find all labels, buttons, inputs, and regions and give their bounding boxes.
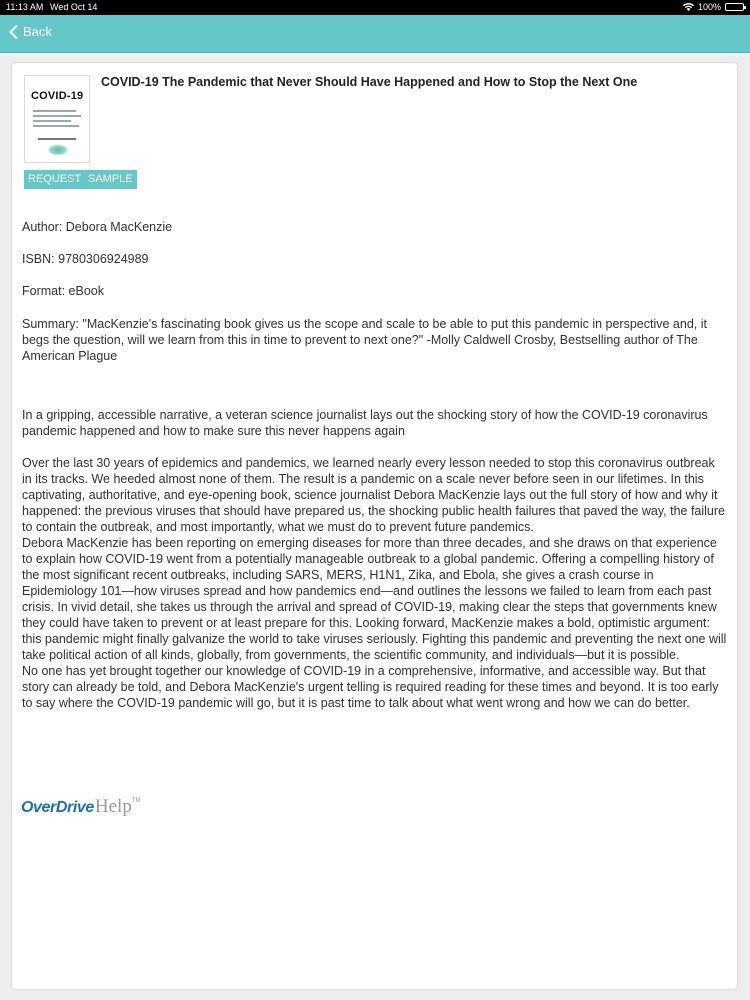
book-isbn: ISBN: 9780306924989 — [22, 252, 149, 266]
request-button[interactable]: REQUEST — [24, 170, 85, 189]
book-format: Format: eBook — [22, 284, 104, 298]
description-paragraph: No one has yet brought together our knowledge of COVID-19 in a comprehensive, informative, and accessible way. But that story can already be told, and Debora MacKenzie's urgent telling is required reading for these times and beyond. It is too early to say where the COVID-19 pandemic will go, but it is past time to talk about what went wrong and how we can do better. — [22, 664, 719, 710]
status-date: Wed Oct 14 — [50, 2, 98, 12]
back-label: Back — [23, 24, 52, 39]
description-paragraph: Debora MacKenzie has been reporting on emerging diseases for more than three decades, and she draws on that experience to explain how COVID-19 went from a potentially manageable outbreak to a global pandemic. Offering a compelling history of the most significant recent outbreaks, including SARS, MERS, H1N1, Zika, and Ebola, she gives a crash course in Epidemiology 101—how viruses spread and how pandemics end—and outlines the lessons we failed to learn from each past crisis. In vivid detail, she takes us through the arrival and spread of COVID-19, making clear the steps that governments knew they could have taken to prevent or at least prepare for this. Looking forward, MacKenzie makes a bold, optimistic argument: this pandemic might finally galvanize the world to take viruses seriously. Fighting this pandemic and preventing the next one will take political action of all kinds, globally, from governments, the scientific community, and individuals—but it is possible. — [22, 536, 727, 662]
book-title: COVID-19 The Pandemic that Never Should Have Happened and How to Stop the Next One — [101, 75, 638, 89]
status-time: 11:13 AM — [6, 2, 44, 12]
status-bar — [0, 0, 750, 15]
nav-bar — [0, 15, 750, 53]
book-author: Author: Debora MacKenzie — [22, 220, 173, 234]
sample-button[interactable]: SAMPLE — [84, 170, 137, 189]
book-detail-card — [12, 63, 737, 989]
overdrive-logo-text: OverDrive — [21, 799, 94, 816]
chevron-left-icon — [9, 25, 18, 39]
book-intro: In a gripping, accessible narrative, a veteran science journalist lays out the shocking story of how the COVID-19 coronavirus pandemic happened and how to make sure this never happens again — [22, 408, 708, 438]
description-paragraph: Over the last 30 years of epidemics and pandemics, we learned nearly every lesson needed to stop this coronavirus outbreak in its tracks. We heeded almost none of them. The result is a pandemic on a scale never before seen in our lifetimes. In this captivating, authoritative, and eye-opening book, science journalist Debora MacKenzie lays out the full story of how and why it happened: the previous viruses that should have prepared us, the shocking public health failures that paved the way, the failure to contain the outbreak, and most importantly, what we must do to prevent future pandemics. — [22, 456, 725, 534]
back-button[interactable] — [9, 24, 52, 39]
battery-icon — [725, 3, 744, 11]
book-description — [22, 455, 727, 711]
help-logo-text: Help — [94, 796, 132, 817]
trademark-mark: TM — [131, 798, 141, 804]
status-right — [683, 2, 744, 12]
book-summary: Summary: "MacKenzie's fascinating book gives us the scope and scale to be able to put this pandemic in perspective and, it begs the question, will we learn from this in time to prevent to next one?" -Molly Caldwell Crosby, Bestselling author of The American Plague — [22, 317, 707, 363]
overdrive-help-link[interactable] — [21, 796, 141, 818]
wifi-icon — [683, 3, 694, 11]
book-cover-image — [24, 75, 90, 163]
battery-percent: 100% — [697, 2, 721, 12]
cover-title: COVID-19 — [31, 90, 84, 102]
